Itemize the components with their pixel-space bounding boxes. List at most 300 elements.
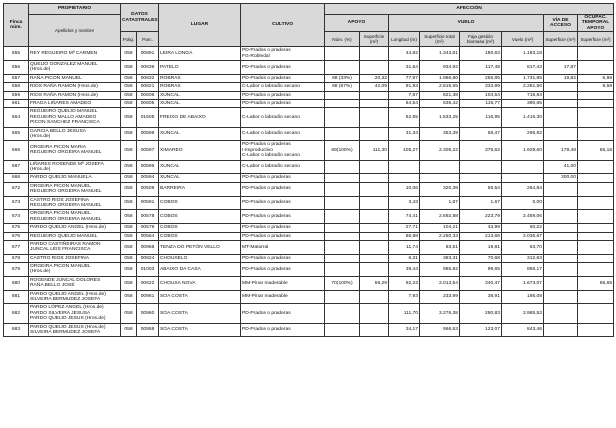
owner-name-line: REGUEIRO ORGEIRA MANUEL — [30, 216, 102, 222]
via-acceso-cell: 179,48 — [544, 141, 578, 160]
via-acceso-cell — [544, 276, 578, 290]
owner-name-cell — [29, 91, 121, 99]
vuelo-cell: 296,92 — [502, 127, 544, 141]
cultivo-line: PD-Prados o praderas — [242, 327, 291, 333]
vuelo-cell: 63,70 — [502, 240, 544, 254]
vuelo-cell: 1.731,95 — [502, 74, 544, 82]
apoyo-superficie-cell — [360, 240, 389, 254]
ocupac-cell — [578, 47, 614, 61]
finca-cell: 674 — [4, 210, 29, 224]
cultivo-line: FG-Robledal — [242, 53, 270, 59]
owner-name-line: PARDO QUEIJO ANGEL (Hros.de) — [30, 291, 106, 297]
parcela-cell: 00959 — [137, 323, 159, 337]
cultivo-line: C-Labor o labradío secano — [242, 153, 300, 159]
parcela-cell: 00564 — [137, 232, 159, 240]
longitud-cell: 10,06 — [389, 182, 420, 196]
poligono-cell: 058 — [121, 91, 137, 99]
apoyo-superficie-cell — [360, 290, 389, 304]
via-acceso-cell — [544, 254, 578, 262]
superficie-total-cell — [420, 174, 460, 182]
ocupac-cell — [578, 182, 614, 196]
cultivo-line: PD-Prados o praderas — [242, 92, 291, 98]
cultivo-cell — [241, 160, 325, 174]
parcela-cell: 00891 — [137, 47, 159, 61]
poligono-cell: 058 — [121, 61, 137, 75]
ocupac-cell: 5,86 — [578, 74, 614, 82]
apoyo-num-cell — [325, 127, 360, 141]
table-row — [4, 254, 614, 262]
header-datos-catastrales: DATOS CATASTRALES — [121, 4, 159, 32]
finca-cell: 668 — [4, 174, 29, 182]
owner-name-line: REGUEIRO ORGEIRA MANUEL — [30, 202, 102, 208]
poligono-cell: 058 — [121, 174, 137, 182]
via-acceso-cell — [544, 196, 578, 210]
parcela-cell: 00824 — [137, 254, 159, 262]
superficie-total-cell: 383,31 — [420, 254, 460, 262]
lugar-cell: COBOS — [159, 224, 241, 232]
header-ocupac-temporal: OCUPAC. TEMPORAL APOYO — [578, 15, 614, 32]
parcela-cell: 01505 — [137, 108, 159, 127]
owner-name-cell — [29, 182, 121, 196]
superficie-total-cell: 2.692,88 — [420, 210, 460, 224]
lugar-cell: XUNCAL — [159, 174, 241, 182]
owner-name-cell — [29, 174, 121, 182]
cultivo-cell — [241, 182, 325, 196]
superficie-total-cell: 1,67 — [420, 196, 460, 210]
faja-biomasa-cell: 38,91 — [460, 290, 502, 304]
apoyo-superficie-cell — [360, 210, 389, 224]
owner-name-cell — [29, 290, 121, 304]
apoyo-num-cell — [325, 232, 360, 240]
cultivo-line: PD-Prados o praderas — [242, 310, 291, 316]
via-acceso-cell — [544, 99, 578, 107]
owner-name-line: QUEIJO GONZALEZ MANUEL — [30, 62, 98, 67]
lugar-cell: COBOS — [159, 210, 241, 224]
table-row — [4, 210, 614, 224]
poligono-cell: 058 — [121, 232, 137, 240]
vuelo-cell: 716,84 — [502, 91, 544, 99]
table-row — [4, 47, 614, 61]
parcela-cell: 00961 — [137, 290, 159, 304]
finca-cell: 673 — [4, 196, 29, 210]
longitud-cell: 92,23 — [389, 276, 420, 290]
table-row — [4, 108, 614, 127]
owner-name-line: PARDO SILVEIRA JESUSA — [30, 310, 91, 316]
lugar-cell: COBOS — [159, 232, 241, 240]
vuelo-cell: 0,00 — [502, 196, 544, 210]
apoyo-superficie-cell — [360, 127, 389, 141]
vuelo-cell: 1.416,30 — [502, 108, 544, 127]
cultivo-cell — [241, 263, 325, 277]
poligono-cell: 058 — [121, 276, 137, 290]
header-superficie-total: Superficie total (m²) — [420, 32, 460, 47]
via-acceso-cell — [544, 108, 578, 127]
apoyo-num-cell — [325, 160, 360, 174]
finca-cell: 676 — [4, 232, 29, 240]
owner-name-line: REGUEIRO QUEIJO MANUEL — [30, 233, 98, 239]
via-acceso-cell: 41,00 — [544, 160, 578, 174]
longitud-cell: 77,97 — [389, 74, 420, 82]
parcela-cell: 00605 — [137, 99, 159, 107]
cultivo-cell — [241, 323, 325, 337]
table-row — [4, 290, 614, 304]
cultivo-line: PD-Prados o praderas — [242, 266, 291, 272]
table-row — [4, 196, 614, 210]
via-acceso-cell — [544, 47, 578, 61]
lugar-cell: XUNCAL — [159, 99, 241, 107]
owner-name-cell — [29, 323, 121, 337]
header-cultivo: CULTIVO — [241, 4, 325, 47]
poligono-cell: 058 — [121, 182, 137, 196]
parcela-cell: 00968 — [137, 240, 159, 254]
header-vuelo-m2: Vuelo (m²) — [502, 32, 544, 47]
faja-biomasa-cell: 1,67 — [460, 196, 502, 210]
parcela-cell: 00591 — [137, 196, 159, 210]
table-row — [4, 91, 614, 99]
header-apoyo-superficie: Superficie (m²) — [360, 32, 389, 47]
owner-name-line: REGUEIRO MALLO AMADEO — [30, 114, 97, 120]
superficie-total-cell: 83,51 — [420, 240, 460, 254]
ocupac-cell — [578, 290, 614, 304]
via-acceso-cell — [544, 224, 578, 232]
lugar-cell: ABAIXO DA CASA — [159, 263, 241, 277]
superficie-total-cell: 2.250,33 — [420, 232, 460, 240]
finca-cell: 683 — [4, 323, 29, 337]
ocupac-cell — [578, 254, 614, 262]
apoyo-num-cell — [325, 224, 360, 232]
via-acceso-cell — [544, 304, 578, 323]
header-apellidos: Apellidos y nombre — [29, 15, 121, 47]
header-afeccion: AFECCIÓN — [325, 4, 614, 15]
header-polig: Polig. — [121, 32, 137, 47]
finca-cell: 679 — [4, 263, 29, 277]
via-acceso-cell — [544, 232, 578, 240]
cultivo-line: PD-Prados o praderas — [242, 175, 291, 181]
owner-name-line: ORGEIRA PICON MANUEL — [30, 264, 91, 270]
poligono-cell: 058 — [121, 240, 137, 254]
cultivo-cell — [241, 141, 325, 160]
owner-name-line: RAÑA PICON MANUEL — [30, 75, 82, 81]
owner-name-cell — [29, 47, 121, 61]
superficie-total-cell: 233,99 — [420, 290, 460, 304]
ocupac-cell — [578, 232, 614, 240]
superficie-total-cell: 635,42 — [420, 99, 460, 107]
ocupac-cell — [578, 263, 614, 277]
apoyo-num-cell — [325, 290, 360, 304]
apoyo-superficie-cell — [360, 160, 389, 174]
owner-name-line: SILVEIRA BERMUDEZ JOSEFA — [30, 297, 101, 303]
apoyo-superficie-cell: 20,32 — [360, 74, 389, 82]
longitud-cell: 31,54 — [389, 61, 420, 75]
longitud-cell: 64,54 — [389, 99, 420, 107]
table-row — [4, 232, 614, 240]
faja-biomasa-cell: 19,81 — [460, 240, 502, 254]
ocupac-cell: 65,65 — [578, 276, 614, 290]
via-acceso-cell — [544, 240, 578, 254]
finca-cell: 664 — [4, 108, 29, 127]
superficie-total-cell: 934,92 — [420, 61, 460, 75]
lugar-cell: XUNCAL — [159, 91, 241, 99]
poligono-cell: 058 — [121, 99, 137, 107]
vuelo-cell: 866,17 — [502, 263, 544, 277]
lugar-cell: PATELO — [159, 61, 241, 75]
superficie-total-cell: 966,53 — [420, 323, 460, 337]
cultivo-line: PD-Prados o praderas — [242, 233, 291, 239]
owner-name-line: SILVEIRA BERMUDEZ JOSEFA — [30, 330, 101, 336]
apoyo-superficie-cell — [360, 47, 389, 61]
lugar-cell: ROBRAS — [159, 83, 241, 91]
owner-name-line: RIOS RAÑA RAMON (Hros.de) — [30, 92, 98, 98]
lugar-cell: XUNCAL — [159, 160, 241, 174]
cultivo-cell — [241, 127, 325, 141]
cultivo-line: PD-Prados o praderas — [242, 142, 291, 148]
longitud-cell: 11,74 — [389, 240, 420, 254]
parcela-cell: 00578 — [137, 210, 159, 224]
vuelo-cell: 2.985,53 — [502, 304, 544, 323]
faja-biomasa-cell: 56,47 — [460, 127, 502, 141]
faja-biomasa-cell: 180,63 — [460, 47, 502, 61]
vuelo-cell: 1.929,60 — [502, 141, 544, 160]
ocupac-cell — [578, 304, 614, 323]
poligono-cell: 058 — [121, 323, 137, 337]
apoyo-superficie-cell — [360, 108, 389, 127]
longitud-cell: 105,27 — [389, 141, 420, 160]
vuelo-cell: 2.036,67 — [502, 232, 544, 240]
owner-name-cell — [29, 99, 121, 107]
owner-name-line: CASTRO RIOS JOSEFINA — [30, 255, 89, 261]
owner-name-line: REGUEIRO ORGEIRA MANUEL — [30, 150, 102, 156]
longitud-cell: 27,71 — [389, 224, 420, 232]
longitud-cell: 7,93 — [389, 290, 420, 304]
owner-name-line: PARDO LÓPEZ ANGEL (Hros.de) — [30, 305, 104, 311]
lugar-cell: FREIXO DE ABAIXO — [159, 108, 241, 127]
cultivo-cell — [241, 304, 325, 323]
finca-cell: 667 — [4, 160, 29, 174]
lugar-cell: XIMAREO — [159, 141, 241, 160]
table-row — [4, 304, 614, 323]
finca-cell: 659 — [4, 91, 29, 99]
apoyo-superficie-cell: 42,09 — [360, 83, 389, 91]
cultivo-line: C-Labor o labradío secano — [242, 131, 300, 137]
apoyo-num-cell — [325, 240, 360, 254]
ocupac-cell — [578, 61, 614, 75]
owner-name-line: PARDO CASTIÑEIRAS RAMON — [30, 241, 101, 247]
parcela-cell: 00960 — [137, 304, 159, 323]
cultivo-cell — [241, 174, 325, 182]
table-row — [4, 263, 614, 277]
lugar-cell: ROBRAS — [159, 74, 241, 82]
finca-cell: 677 — [4, 240, 29, 254]
via-acceso-cell: 17,87 — [544, 61, 578, 75]
ocupac-cell — [578, 224, 614, 232]
superficie-total-cell: 1.343,81 — [420, 47, 460, 61]
cultivo-line: PD-Prados o praderas — [242, 100, 291, 106]
apoyo-superficie-cell — [360, 254, 389, 262]
cultivo-cell — [241, 240, 325, 254]
poligono-cell: 058 — [121, 263, 137, 277]
faja-biomasa-cell: 43,99 — [460, 224, 502, 232]
faja-biomasa-cell: 213,66 — [460, 232, 502, 240]
vuelo-cell: 312,63 — [502, 254, 544, 262]
apoyo-num-cell — [325, 210, 360, 224]
cultivo-cell — [241, 290, 325, 304]
owner-name-cell — [29, 127, 121, 141]
header-vuelo: VUELO — [389, 15, 544, 32]
apoyo-superficie-cell — [360, 61, 389, 75]
lugar-cell: LEIRA LONGA — [159, 47, 241, 61]
table-row — [4, 276, 614, 290]
faja-biomasa-cell — [460, 174, 502, 182]
owner-name-line: REY REGUEIRO Mª CARMEN — [30, 50, 98, 56]
owner-name-line: RIOS RAÑA RAMON (Hros.de) — [30, 84, 98, 90]
cultivo-line: MM-Pinar maderable — [242, 294, 288, 300]
table-row — [4, 141, 614, 160]
apoyo-num-cell — [325, 182, 360, 196]
vuelo-cell: 843,46 — [502, 323, 544, 337]
finca-cell: 682 — [4, 304, 29, 323]
owner-name-cell — [29, 196, 121, 210]
faja-biomasa-cell: 115,77 — [460, 99, 502, 107]
cultivo-line: PD-Prados o praderas — [242, 48, 291, 54]
cultivo-cell — [241, 74, 325, 82]
superficie-total-cell: 104,21 — [420, 224, 460, 232]
parcela-cell: 00597 — [137, 141, 159, 160]
parcela-cell: 00821 — [137, 83, 159, 91]
owner-name-line: LIÑARES ROSENDE Mª JOSEFA — [30, 161, 104, 167]
apoyo-superficie-cell — [360, 304, 389, 323]
vuelo-cell: 390,65 — [502, 99, 544, 107]
table-row — [4, 174, 614, 182]
owner-name-line: FRAGA LIÑARES AMADEO — [30, 100, 92, 106]
table-row — [4, 83, 614, 91]
via-acceso-cell — [544, 91, 578, 99]
lugar-cell: BARREIRA — [159, 182, 241, 196]
superficie-total-cell: 965,82 — [420, 263, 460, 277]
apoyo-num-cell — [325, 61, 360, 75]
apoyo-superficie-cell — [360, 323, 389, 337]
parcela-cell: 00599 — [137, 127, 159, 141]
table-row — [4, 61, 614, 75]
apoyo-superficie-cell: 59,29 — [360, 276, 389, 290]
apoyo-num-cell — [325, 47, 360, 61]
header-propietario: PROPIETARIO — [29, 4, 121, 15]
longitud-cell: 39,44 — [389, 263, 420, 277]
longitud-cell: 7,67 — [389, 91, 420, 99]
cultivo-line: PD-Prados o praderas — [242, 75, 291, 81]
faja-biomasa-cell: 375,62 — [460, 141, 502, 160]
ocupac-cell — [578, 240, 614, 254]
longitud-cell: 111,70 — [389, 304, 420, 323]
owner-name-cell — [29, 304, 121, 323]
via-acceso-cell — [544, 210, 578, 224]
poligono-cell: 058 — [121, 83, 137, 91]
vuelo-cell — [502, 160, 544, 174]
apoyo-num-cell — [325, 174, 360, 182]
ocupac-cell — [578, 174, 614, 182]
parcela-cell: 00596 — [137, 160, 159, 174]
vuelo-cell: 2.469,06 — [502, 210, 544, 224]
apoyo-superficie-cell — [360, 91, 389, 99]
finca-cell: 665 — [4, 127, 29, 141]
apoyo-superficie-cell — [360, 224, 389, 232]
vuelo-cell: 2.281,56 — [502, 83, 544, 91]
cultivo-cell — [241, 210, 325, 224]
poligono-cell: 058 — [121, 127, 137, 141]
parcela-cell: 00606 — [137, 91, 159, 99]
poligono-cell: 058 — [121, 160, 137, 174]
apoyo-num-cell — [325, 91, 360, 99]
apoyo-num-cell: 70(100%) — [325, 276, 360, 290]
owner-name-line: CASTRO RIOS JOSEFINA — [30, 197, 89, 203]
table-row — [4, 127, 614, 141]
poligono-cell: 058 — [121, 196, 137, 210]
owner-name-line: JUNCAL LEIS FRANCISCA — [30, 247, 91, 253]
owner-name-line: PARDO QUEIJO ANGEL (Hros.de) — [30, 225, 106, 231]
ocupac-cell — [578, 160, 614, 174]
poligono-cell: 058 — [121, 108, 137, 127]
owner-name-cell — [29, 83, 121, 91]
longitud-cell: 34,17 — [389, 323, 420, 337]
longitud-cell: 62,55 — [389, 108, 420, 127]
faja-biomasa-cell: 255,85 — [460, 74, 502, 82]
owner-name-line: GARCIA BELLO JESUSA — [30, 128, 86, 134]
parcel-affection-table — [3, 3, 614, 337]
via-acceso-cell — [544, 83, 578, 91]
cultivo-line: C-Labor o labradío secano — [242, 164, 300, 170]
owner-name-cell — [29, 74, 121, 82]
faja-biomasa-cell: 104,54 — [460, 91, 502, 99]
table-row — [4, 240, 614, 254]
owner-name-line: (Hros.de) — [30, 67, 51, 73]
table-row — [4, 74, 614, 82]
header-num: Núm. (%) — [325, 32, 360, 47]
finca-cell: 661 — [4, 99, 29, 107]
header-faja-biomasa: Faja gestión biomasa (m²) — [460, 32, 502, 47]
superficie-total-cell: 1.533,25 — [420, 108, 460, 127]
superficie-total-cell: 2.615,55 — [420, 83, 460, 91]
lugar-cell: COBOS — [159, 196, 241, 210]
lugar-cell: TENZA DO PETÓN VELLO — [159, 240, 241, 254]
vuelo-cell: 817,43 — [502, 61, 544, 75]
poligono-cell: 058 — [121, 74, 137, 82]
owner-name-line: PARDO QUEIJO JESUS (Hros.de) — [30, 316, 106, 322]
vuelo-cell: 195,08 — [502, 290, 544, 304]
longitud-cell: 91,93 — [389, 83, 420, 91]
apoyo-num-cell — [325, 323, 360, 337]
vuelo-cell — [502, 174, 544, 182]
cultivo-cell — [241, 91, 325, 99]
faja-biomasa-cell: 116,95 — [460, 108, 502, 127]
parcela-cell: 00832 — [137, 74, 159, 82]
longitud-cell: 6,31 — [389, 254, 420, 262]
apoyo-num-cell — [325, 196, 360, 210]
via-acceso-cell — [544, 127, 578, 141]
superficie-total-cell: 821,38 — [420, 91, 460, 99]
apoyo-num-cell — [325, 99, 360, 107]
finca-cell: 656 — [4, 61, 29, 75]
owner-name-cell — [29, 210, 121, 224]
faja-biomasa-cell: 123,07 — [460, 323, 502, 337]
apoyo-num-cell — [325, 108, 360, 127]
parcela-cell: 01003 — [137, 263, 159, 277]
superficie-total-cell — [420, 160, 460, 174]
owner-name-line: (Hros.de) — [30, 269, 51, 275]
longitud-cell: 44,82 — [389, 47, 420, 61]
vuelo-cell: 264,84 — [502, 182, 544, 196]
cultivo-cell — [241, 276, 325, 290]
cultivo-cell — [241, 254, 325, 262]
owner-name-cell — [29, 108, 121, 127]
